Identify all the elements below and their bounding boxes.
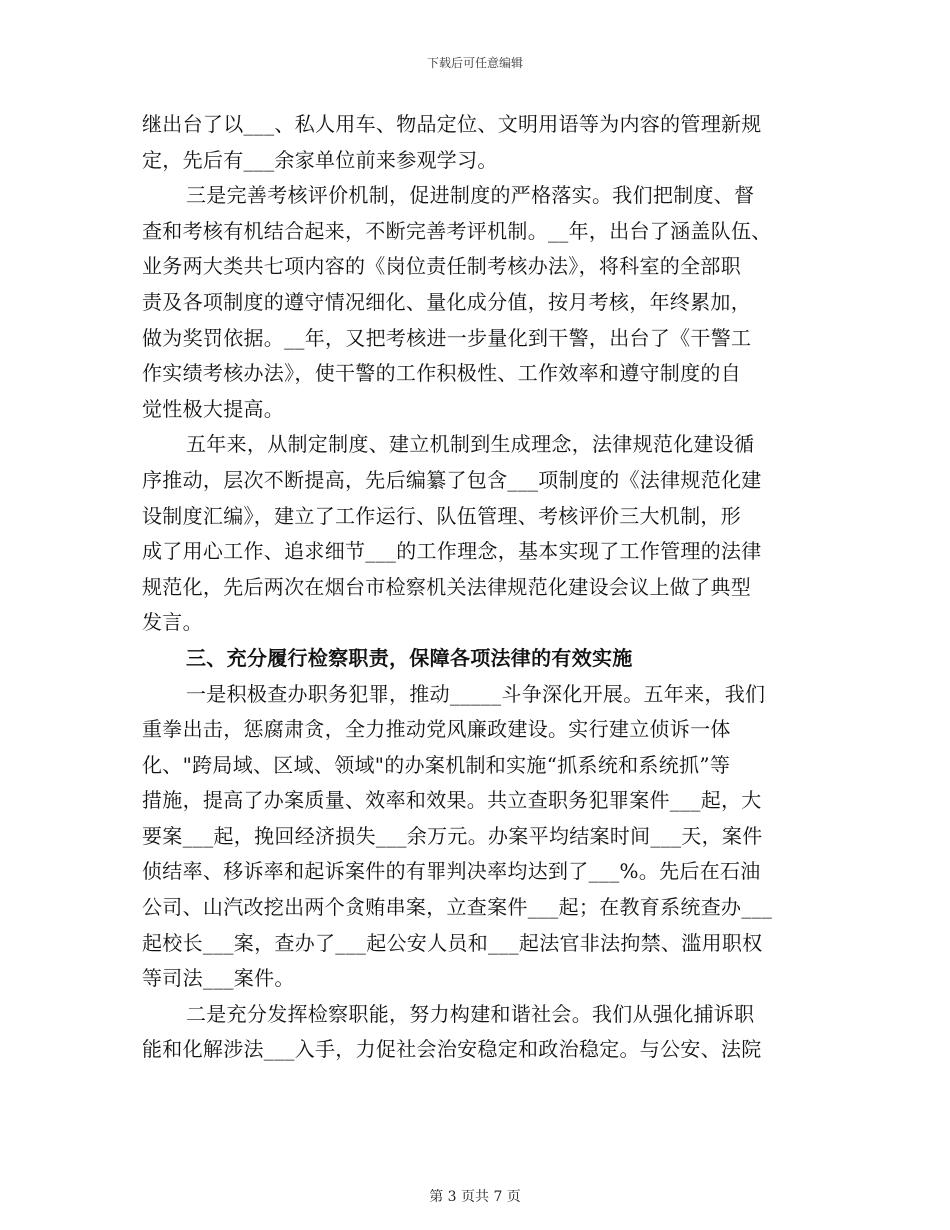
section-heading: 三、充分履行检察职责，保障各项法律的有效实施 [186,645,633,670]
text-line: 一是积极查办职务犯罪，推动_____斗争深化开展。五年来，我们 [186,681,766,706]
text-line: 发言。 [142,610,203,635]
text-line: 成了用心工作、追求细节___的工作理念，基本实现了工作管理的法律 [142,539,762,564]
text-line: 做为奖罚依据。__年，又把考核进一步量化到干警，出台了《干警工 [142,325,752,350]
text-line: 责及各项制度的遵守情况细化、量化成分值，按月考核，年终累加， [142,289,751,314]
text-line: 觉性极大提高。 [142,396,285,421]
text-line: 三是完善考核评价机制，促进制度的严格落实。我们把制度、督 [186,183,755,208]
page-header: 下载后可任意编辑 [426,56,523,70]
text-line: 设制度汇编》，建立了工作运行、队伍管理、考核评价三大机制，形 [142,503,741,528]
text-line: 二是充分发挥检察职能，努力构建和谐社会。我们从强化捕诉职 [186,1001,755,1026]
text-line: 序推动，层次不断提高，先后编纂了包含___项制度的《法律规范化建 [142,467,762,492]
text-line: 作实绩考核办法》，使干警的工作积极性、工作效率和遵守制度的自 [142,361,741,386]
text-line: 查和考核有机结合起来，不断完善考评机制。__年，出台了涵盖队伍、 [142,218,772,243]
text-line: 继出台了以___、私人用车、物品定位、文明用语等为内容的管理新规 [142,112,762,136]
text-line: 要案___起，挽回经济损失___余万元。办案平均结案时间___天，案件 [142,823,763,848]
text-line: 五年来，从制定制度、建立机制到生成理念，法律规范化建设循 [186,432,755,457]
text-line: 定，先后有___余家单位前来参观学习。 [142,147,498,172]
page-footer: 第 3 页共 7 页 [429,1189,521,1205]
text-line: 起校长___案，查办了___起公安人员和___起法官非法拘禁、滥用职权 [142,930,763,955]
text-line: 化、"跨局域、区域、领域"的办案机制和实施“抓系统和系统抓”等 [142,752,731,777]
text-line: 规范化，先后两次在烟台市检察机关法律规范化建设会议上做了典型 [142,574,751,599]
text-line: 措施，提高了办案质量、效率和效果。共立查职务犯罪案件___起，大 [142,788,762,813]
text-line: 等司法___案件。 [142,966,295,991]
text-line: 业务两大类共七项内容的《岗位责任制考核办法》，将科室的全部职 [142,254,741,279]
text-line: 侦结率、移诉率和起诉案件的有罪判决率均达到了___%。先后在石油 [142,859,761,884]
document-body [142,107,806,1068]
text-line: 能和化解涉法___入手，力促社会治安稳定和政治稳定。与公安、法院 [142,1037,762,1062]
text-line: 公司、山汽改挖出两个贪贿串案，立查案件___起；在教育系统查办___ [142,895,773,920]
text-line: 重拳出击，惩腐肃贪，全力推动党风廉政建设。实行建立侦诉一体 [142,717,731,742]
